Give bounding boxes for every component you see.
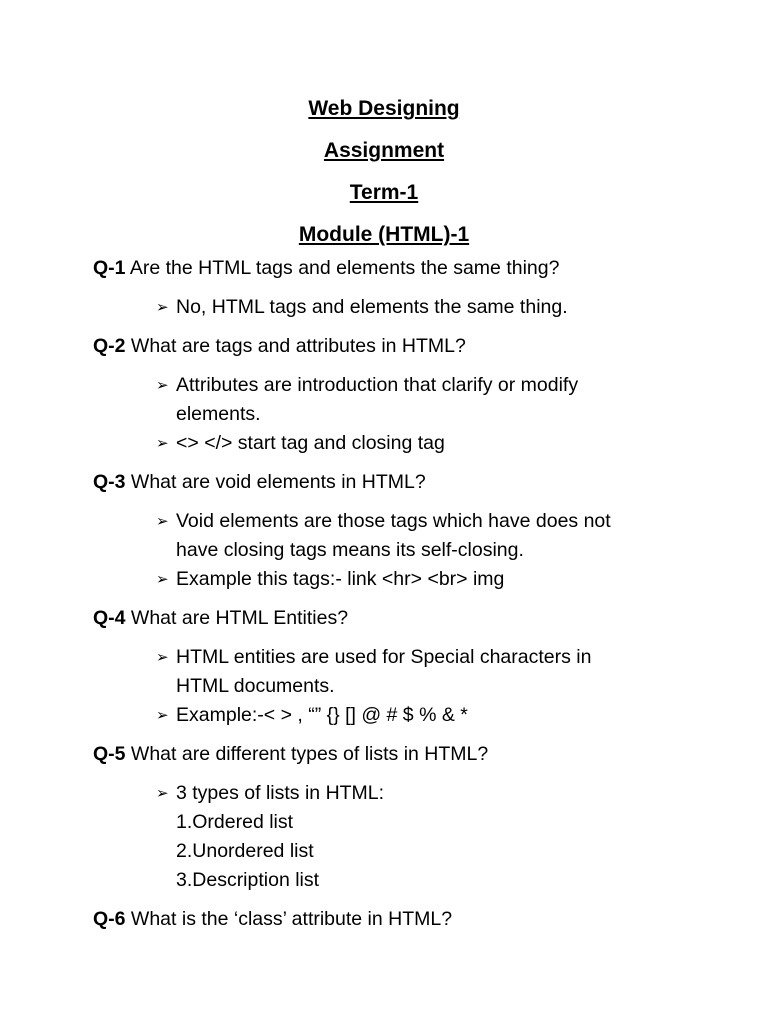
answer-item — [156, 293, 733, 322]
answer-item — [156, 643, 733, 701]
question-line — [93, 740, 733, 769]
question-block — [93, 905, 733, 934]
answer-item — [156, 429, 733, 458]
question-text: What are tags and attributes in HTML? — [125, 335, 466, 357]
document-title: Web Designing — [308, 97, 460, 120]
document-module: Module (HTML)-1 — [298, 223, 470, 246]
answer-text: Attributes are introduction that clarify or modify — [176, 374, 579, 396]
arrow-bullet-icon: ➢ — [156, 649, 169, 666]
question-line — [93, 332, 733, 361]
answer-text: 3 types of lists in HTML: — [176, 782, 385, 804]
question-block — [93, 604, 733, 730]
answer-text: Example this tags:- link <hr> <br> img — [176, 568, 505, 590]
answer-list — [93, 643, 733, 730]
arrow-bullet-icon: ➢ — [156, 785, 169, 802]
answer-list — [93, 371, 733, 458]
answer-text: <> </> start tag and closing tag — [176, 432, 445, 454]
question-text: Are the HTML tags and elements the same thing? — [125, 257, 560, 279]
answer-item — [156, 701, 733, 730]
answer-text: Void elements are those tags which have does not — [176, 510, 611, 532]
question-label: Q-4 — [93, 607, 126, 629]
question-text: What is the ‘class’ attribute in HTML? — [125, 908, 453, 930]
question-label: Q-6 — [93, 908, 126, 930]
arrow-bullet-icon: ➢ — [156, 435, 169, 452]
question-block — [93, 254, 733, 322]
question-label: Q-5 — [93, 743, 126, 765]
arrow-bullet-icon: ➢ — [156, 377, 169, 394]
question-label: Q-3 — [93, 471, 126, 493]
question-block — [93, 332, 733, 458]
document-header — [0, 88, 768, 256]
answer-list — [93, 507, 733, 594]
answer-text: 2.Unordered list — [176, 840, 314, 862]
answer-text: HTML entities are used for Special characters in — [176, 646, 592, 668]
question-text: What are different types of lists in HTML? — [125, 743, 489, 765]
question-text: What are void elements in HTML? — [125, 471, 426, 493]
document-term: Term-1 — [349, 181, 419, 204]
answer-item — [156, 507, 733, 565]
answer-text: No, HTML tags and elements the same thing. — [176, 296, 568, 318]
question-line — [93, 905, 733, 934]
question-label: Q-2 — [93, 335, 126, 357]
answer-text: 1.Ordered list — [176, 811, 294, 833]
arrow-bullet-icon: ➢ — [156, 299, 169, 316]
arrow-bullet-icon: ➢ — [156, 513, 169, 530]
arrow-bullet-icon: ➢ — [156, 707, 169, 724]
question-text: What are HTML Entities? — [125, 607, 349, 629]
answer-item — [156, 779, 733, 895]
answer-text: HTML documents. — [176, 675, 335, 697]
answer-text: have closing tags means its self-closing. — [176, 539, 524, 561]
qa-section — [93, 254, 733, 934]
answer-text: 3.Description list — [176, 869, 320, 891]
arrow-bullet-icon: ➢ — [156, 571, 169, 588]
answer-item — [156, 565, 733, 594]
question-block — [93, 468, 733, 594]
answer-list — [93, 293, 733, 322]
answer-text: elements. — [176, 403, 261, 425]
question-line — [93, 604, 733, 633]
question-block — [93, 740, 733, 895]
answer-list — [93, 779, 733, 895]
question-line — [93, 254, 733, 283]
question-line — [93, 468, 733, 497]
answer-text: Example:-< > , “” {} [] @ # $ % & * — [176, 704, 468, 726]
document-subtitle: Assignment — [323, 139, 445, 162]
answer-item — [156, 371, 733, 429]
question-label: Q-1 — [93, 257, 126, 279]
